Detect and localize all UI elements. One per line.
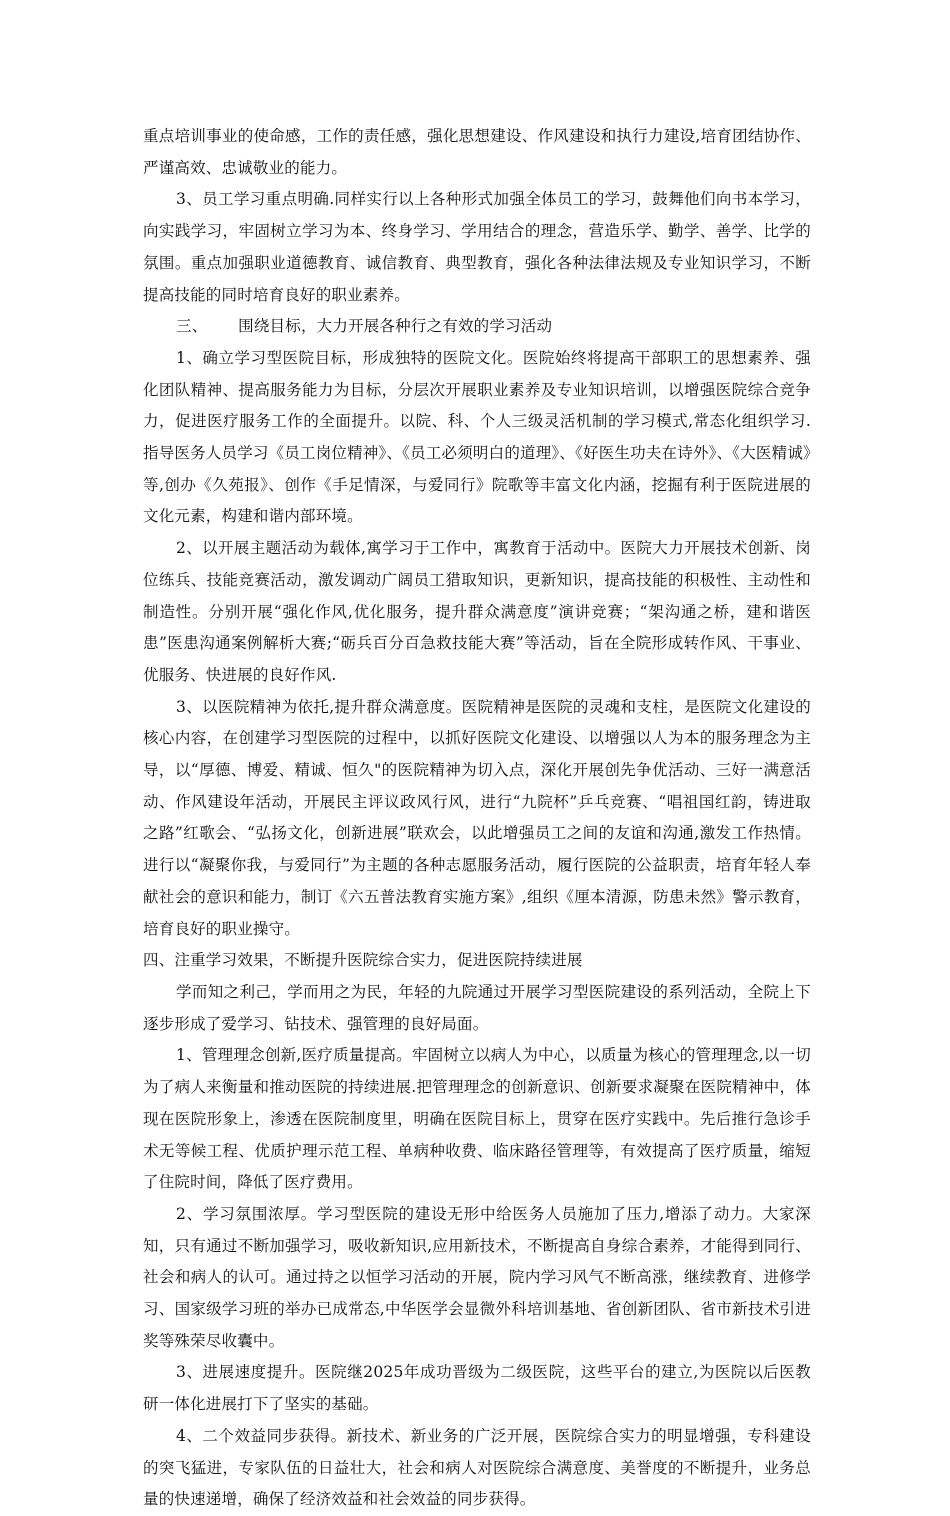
paragraph-development-speed: 3、进展速度提升。医院继2025年成功晋级为二级医院，这些平台的建立,为医院以后医教研一体化进展打下了坚实的基础。 — [143, 1363, 811, 1414]
paragraph-dual-benefits: 4、二个效益同步获得。新技术、新业务的广泛开展，医院综合实力的明显增强，专科建设的突飞猛进，专家队伍的日益壮大，社会和病人对医院综合满意度、美誉度的不断提升，业务总量的快速递增，确保了经济效益和社会效益的同步获得。 — [143, 1426, 811, 1509]
section-heading-three: 三、 围绕目标，大力开展各种行之有效的学习活动 — [176, 317, 553, 336]
section-heading-four: 四、注重学习效果，不断提升医院综合实力，促进医院持续进展 — [143, 951, 583, 970]
paragraph-theme-activities: 2、以开展主题活动为载体,寓学习于工作中，寓教育于活动中。医院大力开展技术创新、岗位练兵、技能竞赛活动，激发调动广阔员工猎取知识，更新知识，提高技能的积极性、主动性和制造性。分别开展“强化作风,优化服务，提升群众满意度”演讲竞赛；“架沟通之桥，建和谐医患”医患沟通案例解析大赛;“砺兵百分百急救技能大赛”等活动，旨在全院形成转作风、干事业、优服务、快进展的良好作风. — [143, 539, 811, 684]
paragraph-learning-atmosphere: 2、学习氛围浓厚。学习型医院的建设无形中给医务人员施加了压力,增添了动力。大家深知，只有通过不断加强学习，吸收新知识,应用新技术，不断提高自身综合素养，才能得到同行、社会和病人的认可。通过持之以恒学习活动的开展，院内学习风气不断高涨，继续教育、进修学习、国家级学习班的举办已成常态,中华医学会显微外科培训基地、省创新团队、省市新技术引进奖等殊荣尽收囊中。 — [143, 1204, 811, 1350]
paragraph-hospital-goal: 1、确立学习型医院目标，形成独特的医院文化。医院始终将提高干部职工的思想素养、强化团队精神、提高服务能力为目标，分层次开展职业素养及专业知识培训，以增强医院综合竞争力，促进医疗服务工作的全面提升。以院、科、个人三级灵活机制的学习模式,常态化组织学习.指导医务人员学习《员工岗位精神》、《员工必须明白的道理》、《好医生功夫在诗外》、《大医精诚》等,创办《久苑报》、创作《手足情深，与爱同行》院歌等丰富文化内涵，挖掘有利于医院进展的文化元素，构建和谐内部环境。 — [143, 348, 811, 526]
document-body — [143, 121, 811, 1516]
paragraph-learning-intro: 学而知之利己，学而用之为民，年轻的九院通过开展学习型医院建设的系列活动，全院上下逐步形成了爱学习、钻技术、强管理的良好局面。 — [143, 982, 811, 1033]
paragraph-training-mission: 重点培训事业的使命感，工作的责任感，强化思想建设、作风建设和执行力建设,培育团结协作、严谨高效、忠诚敬业的能力。 — [143, 127, 811, 177]
paragraph-staff-learning: 3、员工学习重点明确.同样实行以上各种形式加强全体员工的学习，鼓舞他们向书本学习，向实践学习，牢固树立学习为本、终身学习、学用结合的理念，营造乐学、勤学、善学、比学的氛围。重点加强职业道德教育、诚信教育、典型教育，强化各种法律法规及专业知识学习，不断提高技能的同时培育良好的职业素养。 — [143, 190, 811, 304]
paragraph-hospital-spirit: 3、以医院精神为依托,提升群众满意度。医院精神是医院的灵魂和支柱，是医院文化建设的核心内容，在创建学习型医院的过程中，以抓好医院文化建设、以增强以人为本的服务理念为主导，以“厚德、博爱、精诚、恒久"的医院精神为切入点，深化开展创先争优活动、三好一满意活动、作风建设年活动，开展民主评议政风行风，进行“九院杯”乒乓竞赛、“唱祖国红韵，铸进取之路”红歌会、“弘扬文化，创新进展”联欢会，以此增强员工之间的友谊和沟通,激发工作热情。进行以“凝聚你我，与爱同行”为主题的各种志愿服务活动，履行医院的公益职责，培育年轻人奉献社会的意识和能力，制订《六五普法教育实施方案》,组织《厘本清源，防患未然》警示教育，培育良好的职业操守。 — [143, 697, 811, 938]
paragraph-management-innovation: 1、管理理念创新,医疗质量提高。牢固树立以病人为中心，以质量为核心的管理理念,以一切为了病人来衡量和推动医院的持续进展.把管理理念的创新意识、创新要求凝聚在医院精神中，体现在医院形象上，渗透在医院制度里，明确在医院目标上，贯穿在医疗实践中。先后推行急诊手术无等候工程、优质护理示范工程、单病种收费、临床路径管理等，有效提高了医疗质量，缩短了住院时间，降低了医疗费用。 — [143, 1046, 811, 1192]
